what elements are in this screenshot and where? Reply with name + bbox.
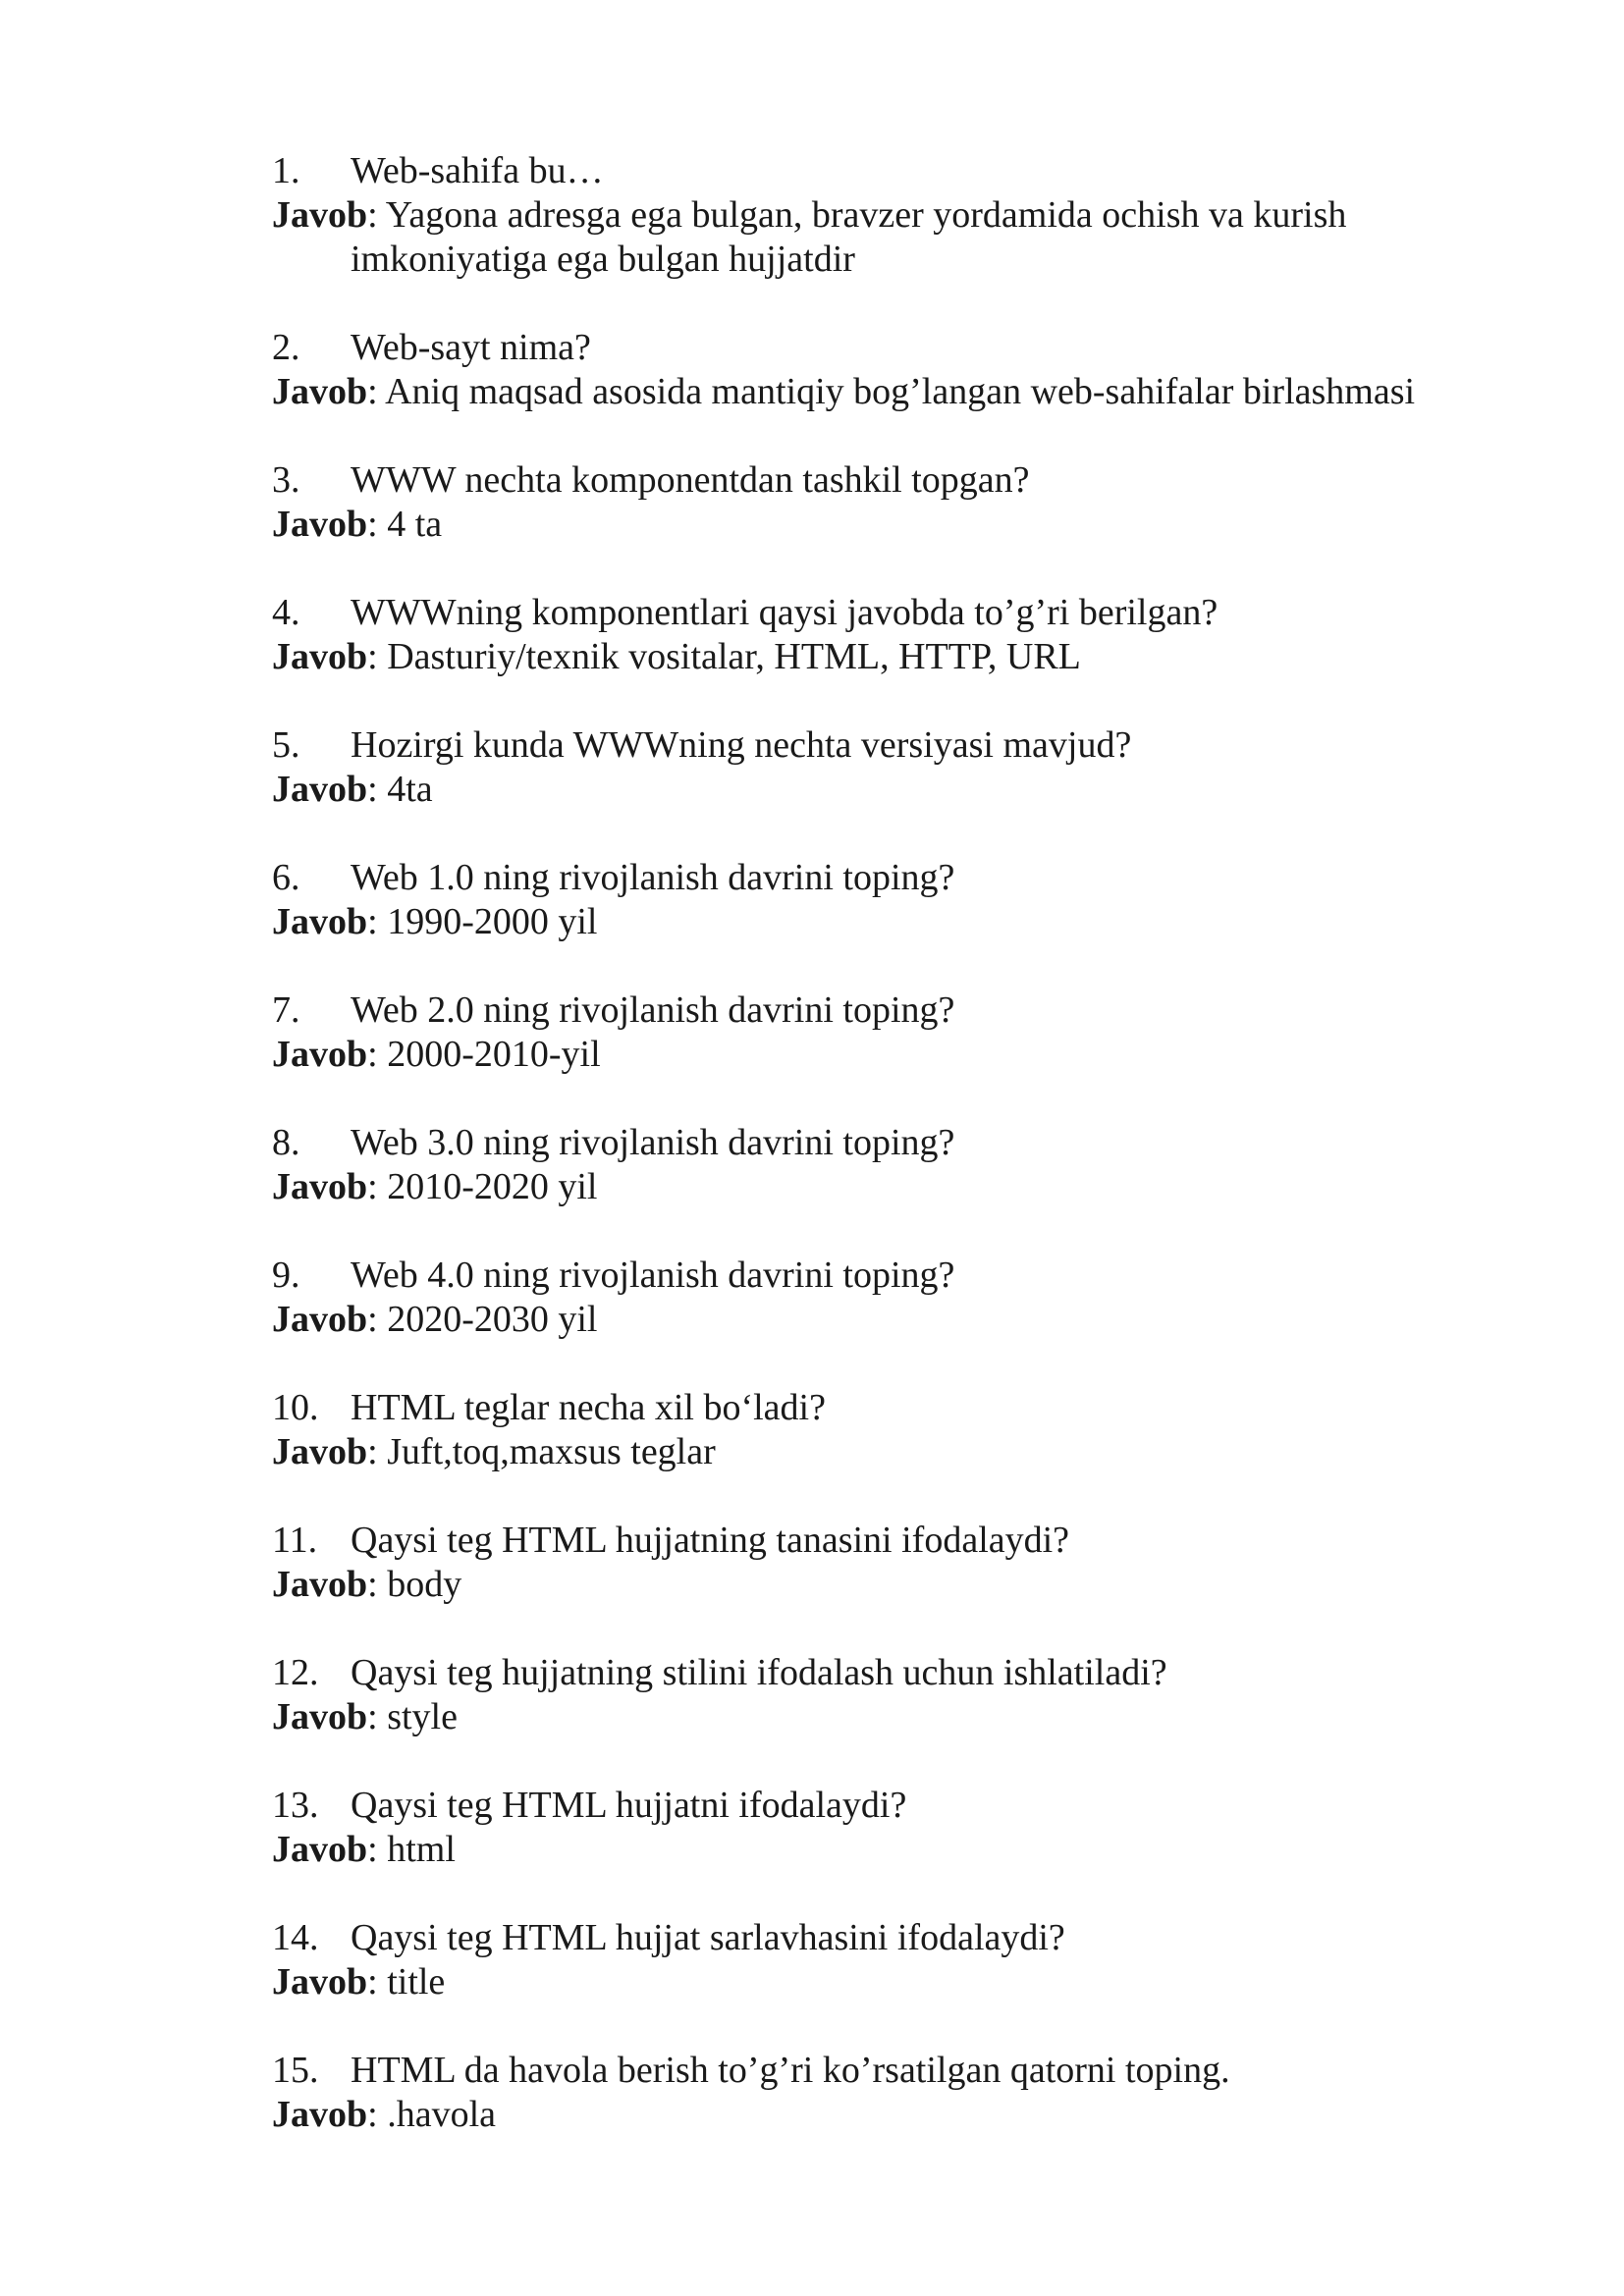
answer-line: Javob: Yagona adresga ega bulgan, bravzer yordamida ochish va kurish imkoniyatiga ega bulgan hujjatdir	[272, 194, 1347, 280]
answer-line: Javob: 2020-2030 yil	[272, 1299, 598, 1340]
answer-text: Aniq maqsad asosida mantiqiy bog’langan web-sahifalar birlashmasi	[385, 371, 1416, 412]
answer-label: Javob	[272, 194, 368, 236]
question-number: 10.	[272, 1387, 319, 1428]
question-line	[272, 326, 1489, 370]
qa-item-14	[272, 1916, 1489, 2049]
question-number: 3.	[272, 459, 300, 501]
question-line	[272, 2049, 1489, 2093]
answer-text: 1990-2000 yil	[387, 901, 598, 942]
answer-label: Javob	[272, 1299, 368, 1340]
qa-item-6	[272, 856, 1489, 988]
question-text: Web 1.0 ning rivojlanish davrini toping?	[351, 857, 955, 898]
answer-line: Javob: .havola	[272, 2094, 496, 2135]
answer-line: Javob: 4 ta	[272, 504, 443, 545]
question-line	[272, 1121, 1489, 1165]
qa-item-4	[272, 591, 1489, 723]
question-line	[272, 1519, 1489, 1563]
qa-item-15	[272, 2049, 1489, 2181]
question-number: 13.	[272, 1785, 319, 1826]
question-text: Qaysi teg HTML hujjat sarlavhasini ifodalaydi?	[351, 1917, 1065, 1958]
qa-item-3	[272, 458, 1489, 591]
answer-text: .havola	[387, 2094, 496, 2135]
answer-label: Javob	[272, 769, 368, 810]
question-line	[272, 1916, 1489, 1960]
answer-line: Javob: style	[272, 1696, 458, 1737]
question-line	[272, 458, 1489, 503]
answer-text: style	[387, 1696, 458, 1737]
answer-text: 2010-2020 yil	[387, 1166, 598, 1207]
answer-label: Javob	[272, 1431, 368, 1472]
qa-item-10	[272, 1386, 1489, 1519]
answer-text: html	[387, 1829, 456, 1870]
question-number: 1.	[272, 150, 300, 191]
answer-line: Javob: Aniq maqsad asosida mantiqiy bog’langan web-sahifalar birlashmasi	[272, 371, 1416, 412]
question-text: HTML da havola berish to’g’ri ko’rsatilgan qatorni toping.	[351, 2050, 1230, 2091]
qa-item-1	[272, 149, 1489, 326]
answer-label: Javob	[272, 901, 368, 942]
answer-text: Juft,toq,maxsus teglar	[387, 1431, 716, 1472]
question-text: Web-sayt nima?	[351, 327, 591, 368]
qa-item-12	[272, 1651, 1489, 1784]
answer-label: Javob	[272, 1564, 368, 1605]
qa-item-8	[272, 1121, 1489, 1254]
answer-text: title	[387, 1961, 446, 2002]
answer-label: Javob	[272, 1961, 368, 2002]
question-text: Hozirgi kunda WWWning nechta versiyasi mavjud?	[351, 724, 1132, 766]
question-line	[272, 591, 1489, 635]
question-text: HTML teglar necha xil bo‘ladi?	[351, 1387, 826, 1428]
question-line	[272, 1651, 1489, 1695]
question-number: 11.	[272, 1520, 318, 1561]
question-text: Qaysi teg HTML hujjatning tanasini ifodalaydi?	[351, 1520, 1070, 1561]
qa-item-2	[272, 326, 1489, 458]
question-line	[272, 988, 1489, 1033]
qa-item-9	[272, 1254, 1489, 1386]
question-text: Qaysi teg HTML hujjatni ifodalaydi?	[351, 1785, 907, 1826]
answer-text: body	[387, 1564, 462, 1605]
question-number: 4.	[272, 592, 300, 633]
question-number: 5.	[272, 724, 300, 766]
question-number: 14.	[272, 1917, 319, 1958]
question-text: Web 2.0 ning rivojlanish davrini toping?	[351, 989, 955, 1031]
answer-text: 4ta	[387, 769, 433, 810]
answer-line: Javob: body	[272, 1564, 462, 1605]
question-number: 8.	[272, 1122, 300, 1163]
answer-label: Javob	[272, 636, 368, 677]
qa-item-5	[272, 723, 1489, 856]
answer-line: Javob: html	[272, 1829, 456, 1870]
question-text: Web 3.0 ning rivojlanish davrini toping?	[351, 1122, 955, 1163]
question-line	[272, 1784, 1489, 1828]
question-number: 6.	[272, 857, 300, 898]
question-text: Web-sahifa bu…	[351, 150, 604, 191]
answer-line: Javob: 2000-2010-yil	[272, 1034, 601, 1075]
answer-label: Javob	[272, 1696, 368, 1737]
question-number: 9.	[272, 1255, 300, 1296]
answer-label: Javob	[272, 1829, 368, 1870]
question-text: WWWning komponentlari qaysi javobda to’g’ri berilgan?	[351, 592, 1218, 633]
answer-text: Dasturiy/texnik vositalar, HTML, HTTP, URL	[387, 636, 1081, 677]
question-text: WWW nechta komponentdan tashkil topgan?	[351, 459, 1030, 501]
question-line	[272, 1254, 1489, 1298]
answer-line: Javob: Dasturiy/texnik vositalar, HTML, HTTP, URL	[272, 636, 1081, 677]
question-line	[272, 1386, 1489, 1430]
answer-text: 2000-2010-yil	[387, 1034, 601, 1075]
question-number: 15.	[272, 2050, 319, 2091]
qa-item-13	[272, 1784, 1489, 1916]
answer-line: Javob: 2010-2020 yil	[272, 1166, 598, 1207]
question-text: Web 4.0 ning rivojlanish davrini toping?	[351, 1255, 955, 1296]
answer-text: 4 ta	[387, 504, 443, 545]
answer-label: Javob	[272, 2094, 368, 2135]
qa-item-11	[272, 1519, 1489, 1651]
answer-label: Javob	[272, 371, 368, 412]
question-line	[272, 723, 1489, 768]
question-text: Qaysi teg hujjatning stilini ifodalash uchun ishlatiladi?	[351, 1652, 1167, 1693]
answer-text: 2020-2030 yil	[387, 1299, 598, 1340]
question-line	[272, 856, 1489, 900]
answer-label: Javob	[272, 1034, 368, 1075]
question-list	[272, 149, 1489, 2181]
question-line	[272, 149, 1489, 193]
question-number: 12.	[272, 1652, 319, 1693]
answer-text: Yagona adresga ega bulgan, bravzer yordamida ochish va kurish imkoniyatiga ega bulgan hujjatdir	[351, 194, 1347, 280]
answer-label: Javob	[272, 504, 368, 545]
question-number: 7.	[272, 989, 300, 1031]
answer-line: Javob: title	[272, 1961, 446, 2002]
question-number: 2.	[272, 327, 300, 368]
answer-line: Javob: 4ta	[272, 769, 433, 810]
answer-label: Javob	[272, 1166, 368, 1207]
answer-line: Javob: 1990-2000 yil	[272, 901, 598, 942]
answer-line: Javob: Juft,toq,maxsus teglar	[272, 1431, 716, 1472]
qa-item-7	[272, 988, 1489, 1121]
